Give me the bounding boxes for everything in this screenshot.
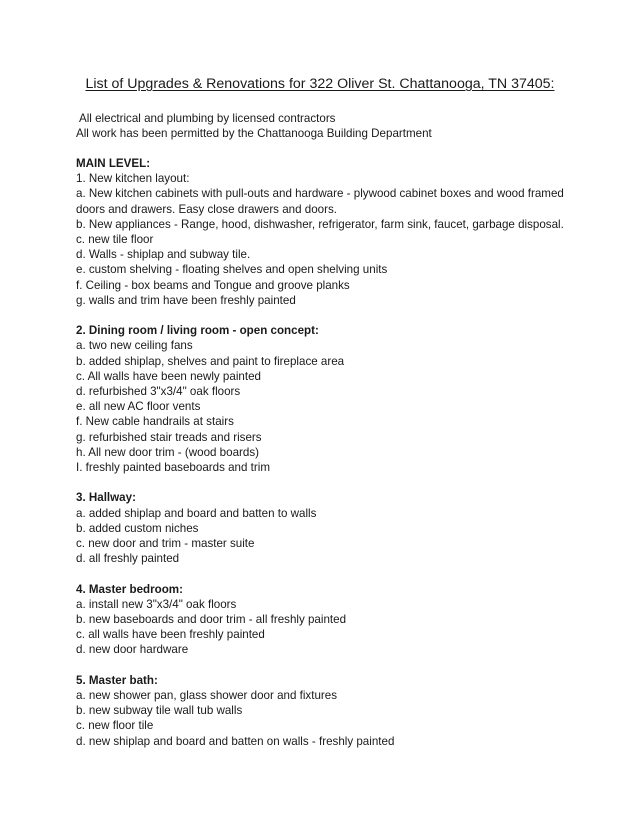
list-item: a. new shower pan, glass shower door and fixtures: [76, 689, 338, 703]
list-item: b. new baseboards and door trim - all freshly painted: [76, 613, 347, 627]
list-item: b. added custom niches: [76, 521, 199, 535]
section: [76, 490, 576, 566]
section: [76, 156, 576, 308]
list-item: a. New kitchen cabinets with pull-outs and hardware - plywood cabinet boxes and wood framed: [76, 187, 564, 201]
section: [76, 673, 576, 749]
section-heading: 5. Master bath:: [76, 673, 158, 687]
document-title: List of Upgrades & Renovations for 322 Oliver St. Chattanooga, TN 37405:: [85, 76, 555, 92]
list-item: 1. New kitchen layout:: [76, 172, 190, 186]
list-item: e. custom shelving - floating shelves and open shelving units: [76, 263, 388, 277]
section-heading: 2. Dining room / living room - open concept:: [76, 324, 319, 338]
list-item: h. All new door trim - (wood boards): [76, 445, 259, 459]
list-item: d. all freshly painted: [76, 552, 180, 566]
list-item: c. all walls have been freshly painted: [76, 628, 265, 642]
sections-container: [76, 156, 576, 764]
list-item: a. added shiplap and board and batten to walls: [76, 506, 317, 520]
list-item: d. refurbished 3"x3/4" oak floors: [76, 385, 241, 399]
list-item: e. all new AC floor vents: [76, 400, 201, 414]
list-item: g. refurbished stair treads and risers: [76, 430, 262, 444]
section-heading: 4. Master bedroom:: [76, 582, 183, 596]
list-item: c. All walls have been newly painted: [76, 369, 261, 383]
list-item: c. new tile floor: [76, 233, 154, 247]
section-heading: 3. Hallway:: [76, 491, 136, 505]
list-item: f. Ceiling - box beams and Tongue and groove planks: [76, 278, 350, 292]
list-item: b. New appliances - Range, hood, dishwasher, refrigerator, farm sink, faucet, garbage disposal.: [76, 217, 564, 231]
list-item: c. new door and trim - master suite: [76, 537, 255, 551]
intro-notes: [76, 111, 432, 141]
list-item: d. new door hardware: [76, 643, 189, 657]
list-item: c. new floor tile: [76, 719, 154, 733]
list-item: a. two new ceiling fans: [76, 339, 193, 353]
section-heading: MAIN LEVEL:: [76, 157, 151, 170]
list-item: d. new shiplap and board and batten on walls - freshly painted: [76, 734, 395, 748]
list-item: f. New cable handrails at stairs: [76, 415, 234, 429]
intro-line: All work has been permitted by the Chattanooga Building Department: [76, 127, 432, 141]
list-item: b. new subway tile wall tub walls: [76, 704, 243, 718]
list-item: I. freshly painted baseboards and trim: [76, 461, 270, 475]
list-item: d. Walls - shiplap and subway tile.: [76, 248, 251, 262]
list-item: g. walls and trim have been freshly painted: [76, 293, 296, 307]
section: [76, 323, 576, 475]
list-item: a. install new 3"x3/4" oak floors: [76, 597, 237, 611]
intro-line: All electrical and plumbing by licensed contractors: [79, 112, 336, 125]
section: [76, 582, 576, 658]
list-item: b. added shiplap, shelves and paint to fireplace area: [76, 354, 345, 368]
list-item: doors and drawers. Easy close drawers and doors.: [76, 202, 337, 216]
